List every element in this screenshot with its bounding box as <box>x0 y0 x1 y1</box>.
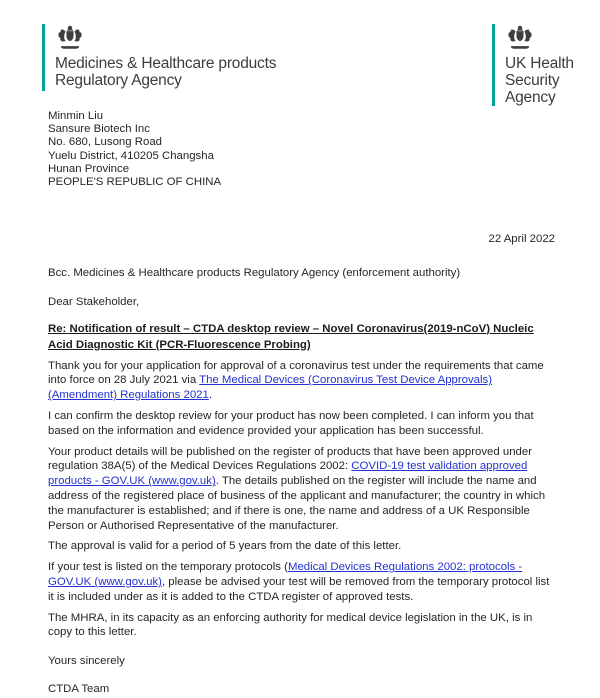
paragraph-approval-validity: The approval is valid for a period of 5 years from the date of this letter. <box>48 540 402 553</box>
address-line: PEOPLE'S REPUBLIC OF CHINA <box>48 176 222 189</box>
paragraph-text: , please be advised your test will be removed from the temporary protocol list it is included under as it is added to the CTDA register of approved tests. <box>48 575 550 603</box>
signature: CTDA Team <box>48 682 110 695</box>
address-line: Yuelu District, 410205 Changsha <box>48 149 214 162</box>
address-line: Minmin Liu <box>48 110 104 122</box>
recipient-address <box>48 110 555 189</box>
letter-date: 22 April 2022 <box>488 233 555 246</box>
mhra-logo-text-line2: Regulatory Agency <box>55 72 182 89</box>
royal-crest-icon <box>505 24 535 51</box>
mhra-logo-text-line1: Medicines & Healthcare products <box>55 55 277 72</box>
address-line: Hunan Province <box>48 162 130 175</box>
paragraph-mhra-copy: The MHRA, in its capacity as an enforcing authority for medical device legislation in the UK, is in copy to this letter. <box>48 611 533 639</box>
paragraph-text: . <box>208 389 212 402</box>
regulations-2021-link[interactable]: The Medical Devices (Coronavirus Test Device Approvals) (Amendment) Regulations 2021 <box>48 374 493 402</box>
address-line: Sansure Biotech Inc <box>48 123 150 136</box>
ukhsa-logo-text-line1: UK Health <box>505 55 574 72</box>
royal-crest-icon <box>55 24 85 51</box>
mhra-logo <box>42 24 276 91</box>
subject-line: Re: Notification of result – CTDA desktop review – Novel Coronavirus(2019-nCoV) Nucleic Acid Diagnostic Kit (PCR-Fluorescence Probing) <box>48 322 534 351</box>
ukhsa-logo <box>492 24 574 106</box>
salutation: Dear Stakeholder, <box>48 295 140 308</box>
paragraph-text: Your product details will be published on the register of products that have been approved under regulation 38A(5) of the Medical Devices Regulations 2002: <box>48 445 533 473</box>
ukhsa-logo-text-line3: Agency <box>505 89 556 106</box>
paragraph-text: Thank you for your application for approval of a coronavirus test under the requirements that came into force on 28 July 2021 via <box>48 359 544 387</box>
ukhsa-logo-text-line2: Security <box>505 72 560 89</box>
address-line: No. 680, Lusong Road <box>48 136 162 149</box>
letter-body <box>48 110 555 697</box>
approved-products-link[interactable]: COVID-19 test validation approved products - GOV.UK (www.gov.uk) <box>48 460 528 488</box>
paragraph-review-completed: I can confirm the desktop review for your product has now been completed. I can inform you that based on the information and evidence provided your application has been successful. <box>48 410 534 437</box>
protocols-link[interactable]: Medical Devices Regulations 2002: protocols - GOV.UK (www.gov.uk) <box>48 561 523 588</box>
paragraph-text: If your test is listed on the temporary protocols ( <box>48 561 288 574</box>
paragraph-temporary-protocols <box>48 560 555 604</box>
paragraph-application-thanks <box>48 359 555 403</box>
bcc-line: Bcc. Medicines & Healthcare products Regulatory Agency (enforcement authority) <box>48 267 461 280</box>
paragraph-register-details <box>48 445 555 534</box>
paragraph-text: . The details published on the register will include the name and address of the registered place of business of the applicant and manufacturer; the country in which the manufacturer is established; and if there is one, the name and address of a UK Responsible Person or Authorised Representative of the manufacturer. <box>48 475 546 532</box>
valediction: Yours sincerely <box>48 655 125 668</box>
